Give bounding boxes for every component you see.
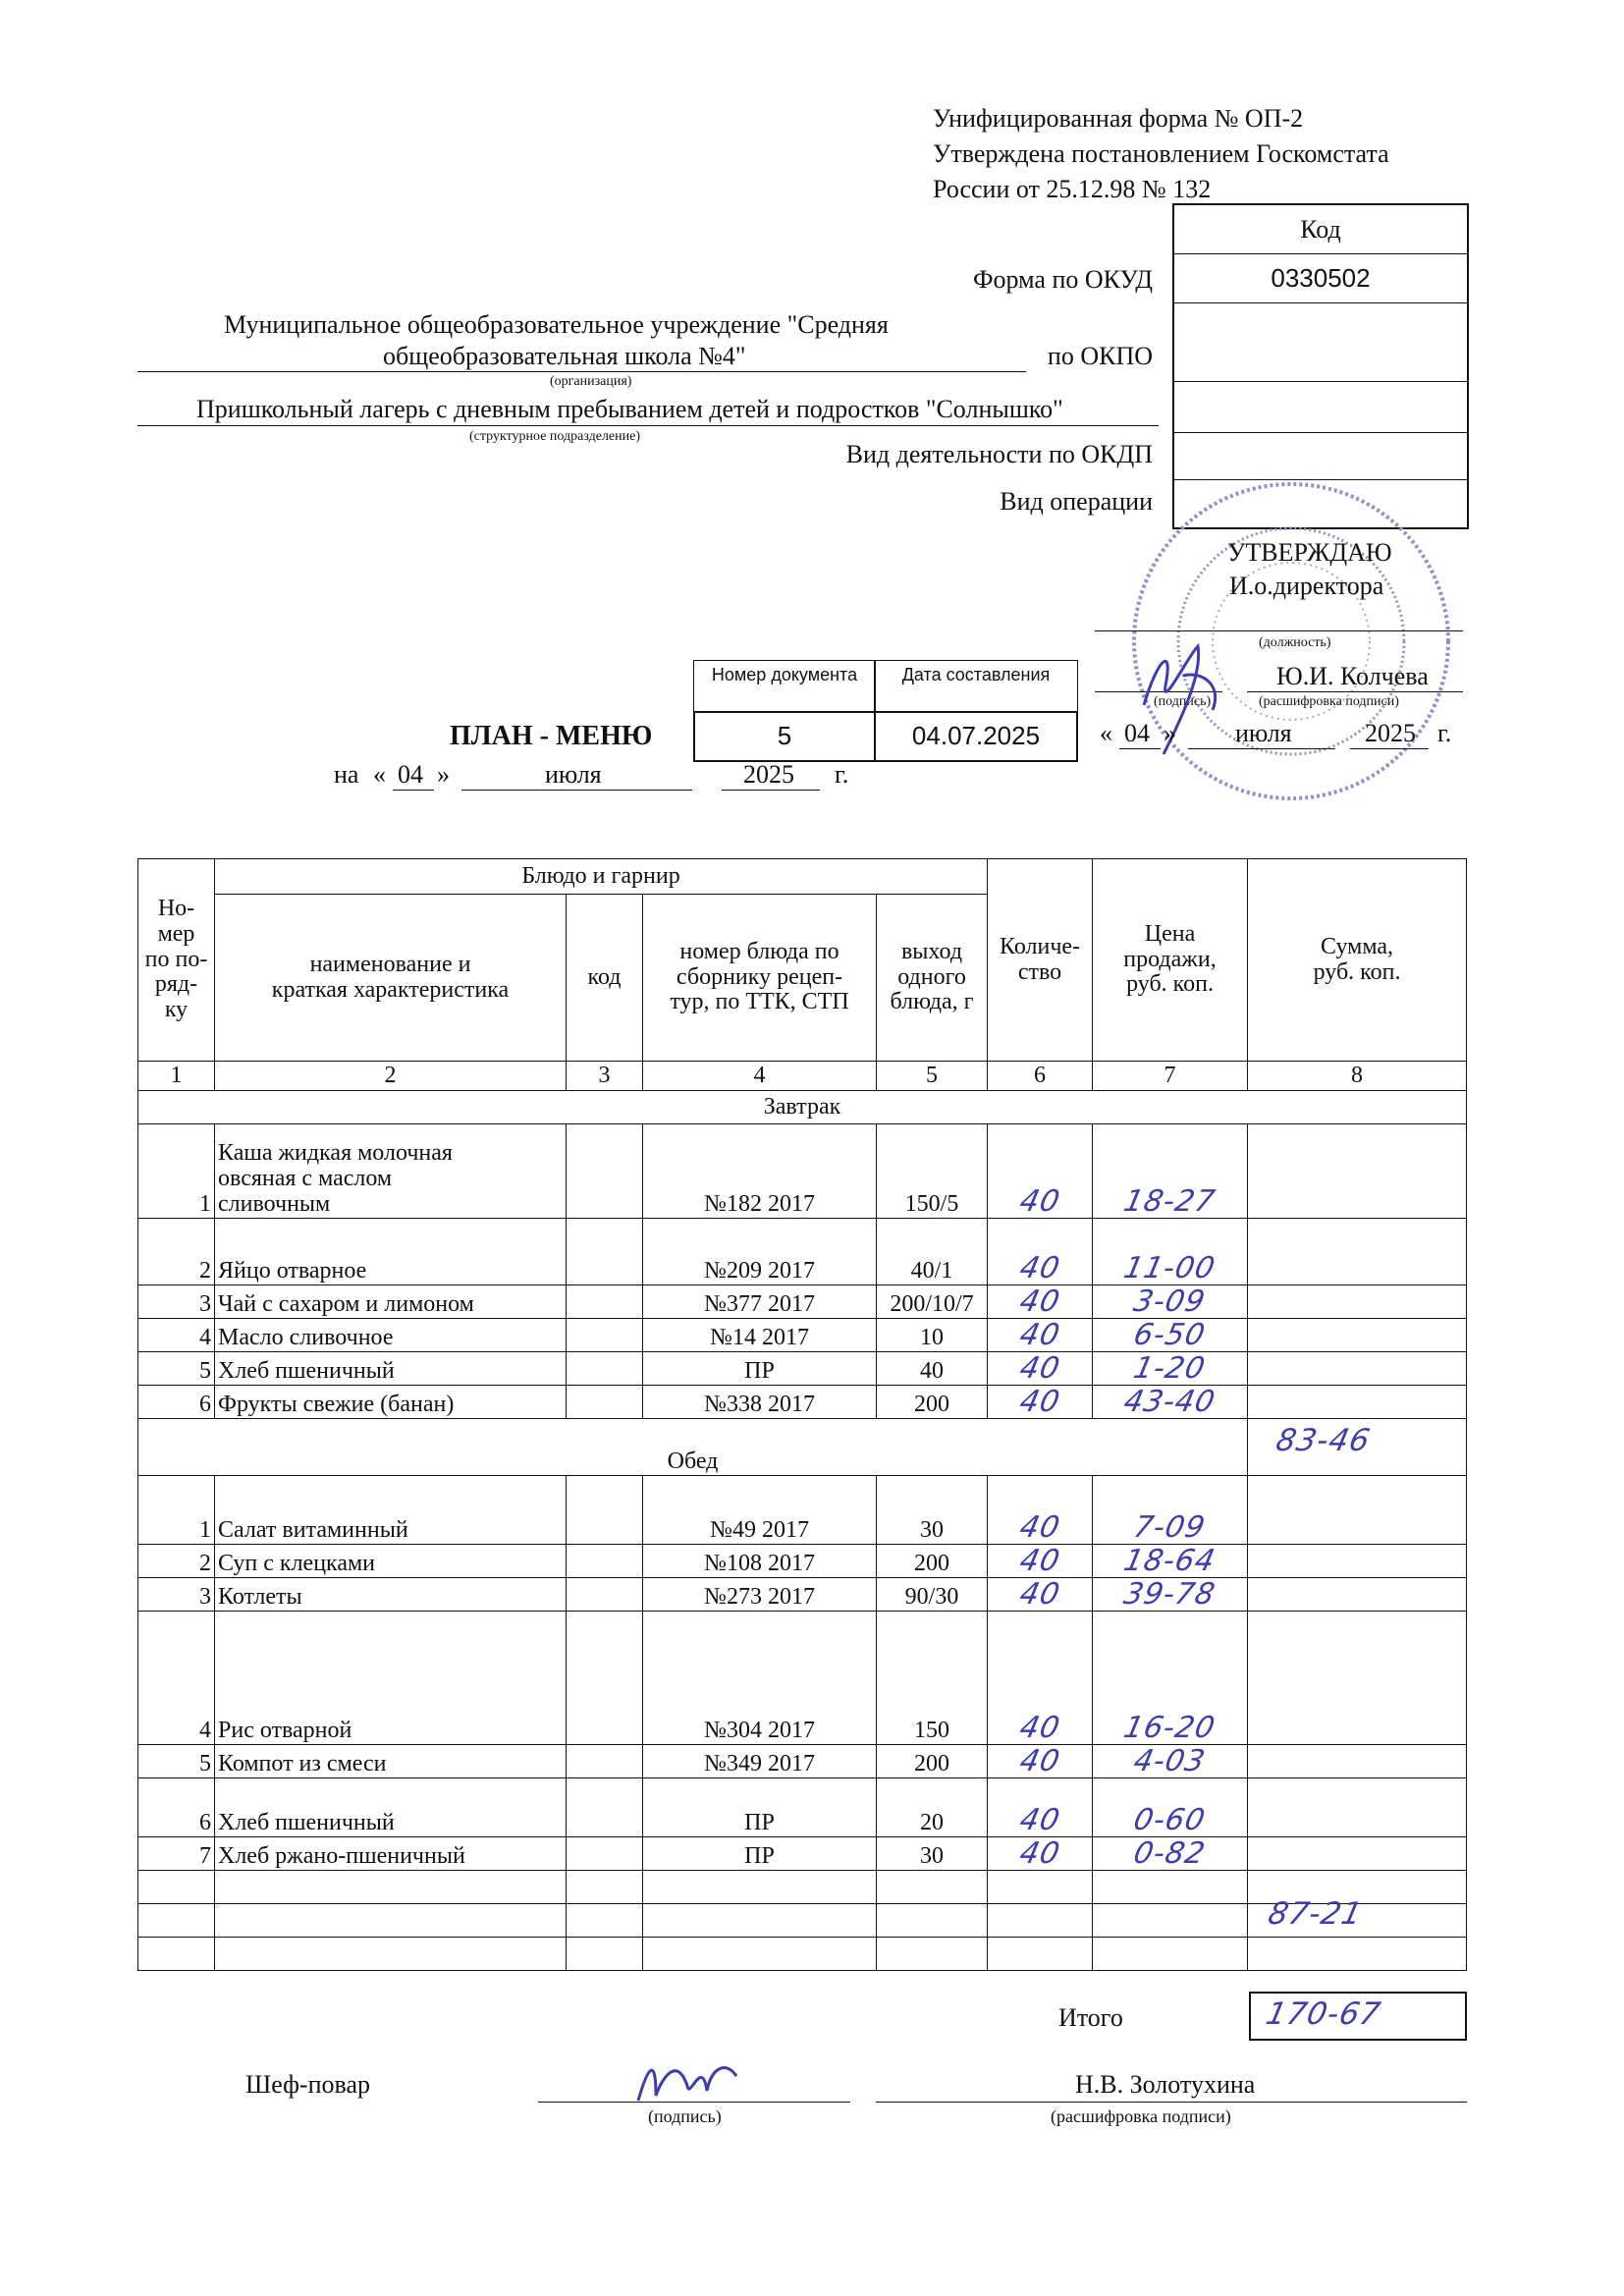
col-number: 6	[988, 1062, 1093, 1091]
doc-on-label: на	[334, 760, 359, 789]
price: 0-82	[1130, 1835, 1210, 1871]
quantity-cell	[988, 1745, 1093, 1778]
dish-name: Масло сливочное	[218, 1325, 394, 1351]
row-number: 6	[199, 1810, 211, 1836]
recipe-number: ПР	[744, 1810, 775, 1836]
codes-head: Код	[1174, 205, 1467, 254]
quantity-cell	[988, 1219, 1093, 1285]
header-num: Но- мер по по- ряд- ку	[138, 859, 215, 1062]
doc-month: июля	[545, 760, 602, 789]
portion-yield-cell	[877, 1545, 988, 1578]
portion-yield-cell	[877, 1578, 988, 1612]
approval-date-open-quote: «	[1100, 719, 1112, 747]
dish-name-cell	[215, 1319, 567, 1352]
dish-code-cell	[567, 1386, 643, 1419]
recipe-number-cell	[643, 1612, 877, 1745]
dish-code-cell	[567, 1319, 643, 1352]
portion-yield: 20	[920, 1810, 944, 1836]
dish-name: Каша жидкая молочная овсяная с маслом сливочным	[218, 1140, 453, 1218]
price: 16-20	[1120, 1710, 1219, 1745]
recipe-number: ПР	[744, 1358, 775, 1385]
recipe-number: №377 2017	[704, 1291, 815, 1318]
price-cell	[1093, 1545, 1248, 1578]
row-number-cell	[138, 1386, 215, 1419]
approval-name: Ю.И. Колчева	[1276, 662, 1429, 690]
sum-cell	[1248, 1778, 1467, 1837]
dish-code-cell	[567, 1285, 643, 1319]
okpo-extra	[1174, 382, 1467, 433]
dish-name: Хлеб пшеничный	[218, 1810, 395, 1836]
quantity: 40	[1016, 1183, 1063, 1219]
header-qty: Количе- ство	[988, 859, 1093, 1062]
price-cell	[1093, 1352, 1248, 1386]
breakfast-total: 83-46	[1272, 1423, 1375, 1458]
okpo-value	[1174, 303, 1467, 382]
chef-label: Шеф-повар	[245, 2070, 370, 2099]
sum-cell	[1248, 1837, 1467, 1871]
table-row	[138, 1612, 1467, 1745]
dish-code-cell	[567, 1778, 643, 1837]
recipe-number-cell	[643, 1476, 877, 1545]
quantity: 40	[1016, 1543, 1063, 1578]
table-row	[138, 1319, 1467, 1352]
dish-code-cell	[567, 1837, 643, 1871]
row-number: 4	[199, 1718, 211, 1744]
dish-code-cell	[567, 1352, 643, 1386]
price: 6-50	[1130, 1317, 1210, 1352]
price-cell	[1093, 1578, 1248, 1612]
price-cell	[1093, 1778, 1248, 1837]
dish-name: Котлеты	[218, 1584, 302, 1611]
header-code: код	[567, 895, 643, 1062]
row-number-cell	[138, 1612, 215, 1745]
recipe-number-cell	[643, 1319, 877, 1352]
sum-cell	[1248, 1124, 1467, 1219]
recipe-number: №273 2017	[704, 1584, 815, 1611]
section-lunch-label: Обед	[667, 1449, 719, 1475]
col-number: 4	[643, 1062, 877, 1091]
menu-table	[137, 858, 1467, 1971]
price: 1-20	[1130, 1350, 1210, 1386]
quantity: 40	[1016, 1384, 1063, 1419]
sum-cell	[1248, 1386, 1467, 1419]
doc-date-label: Дата составления	[901, 665, 1051, 684]
dish-name-cell	[215, 1545, 567, 1578]
dish-name: Рис отварной	[218, 1718, 352, 1744]
recipe-number: №349 2017	[704, 1751, 815, 1777]
row-number: 6	[199, 1392, 211, 1418]
operation-label: Вид операции	[1000, 487, 1153, 516]
doc-number: 5	[777, 721, 792, 750]
sum-cell	[1248, 1745, 1467, 1778]
chef-name: Н.В. Золотухина	[1075, 2070, 1256, 2099]
sum-cell	[1248, 1612, 1467, 1745]
quantity-cell	[988, 1612, 1093, 1745]
approval-title: УТВЕРЖДАЮ	[1227, 538, 1392, 567]
quantity: 40	[1016, 1802, 1063, 1837]
row-number: 7	[199, 1843, 211, 1870]
quantity: 40	[1016, 1284, 1063, 1319]
row-number: 4	[199, 1325, 211, 1351]
row-number: 5	[199, 1358, 211, 1385]
portion-yield-cell	[877, 1319, 988, 1352]
structural-unit: Пришкольный лагерь с дневным пребыванием детей и подростков "Солнышко"	[196, 395, 1063, 423]
header-sum: Сумма, руб. коп.	[1248, 859, 1467, 1062]
okdp-label: Вид деятельности по ОКДП	[845, 440, 1153, 468]
row-number: 1	[199, 1517, 211, 1544]
quantity: 40	[1016, 1835, 1063, 1871]
dish-name-cell	[215, 1219, 567, 1285]
recipe-number: №14 2017	[710, 1325, 809, 1351]
approval-date-close-quote: »	[1164, 719, 1176, 747]
approval-signature-caption: (подпись)	[1154, 694, 1212, 709]
okpo-label: по ОКПО	[1047, 342, 1153, 370]
approval-position: И.о.директора	[1229, 572, 1384, 600]
lunch-total: 87-21	[1265, 1896, 1367, 1932]
dish-name-cell	[215, 1578, 567, 1612]
approval-year-suffix: г.	[1437, 719, 1452, 747]
doc-year-suffix: г.	[835, 760, 849, 789]
row-number-cell	[138, 1745, 215, 1778]
chef-signature	[628, 2047, 746, 2115]
row-number-cell	[138, 1837, 215, 1871]
price-cell	[1093, 1745, 1248, 1778]
quantity: 40	[1016, 1250, 1063, 1285]
dish-code-cell	[567, 1578, 643, 1612]
organization-caption: (организация)	[550, 374, 632, 389]
okud-value: 0330502	[1174, 254, 1467, 303]
quantity-cell	[988, 1352, 1093, 1386]
sum-cell	[1248, 1476, 1467, 1545]
recipe-number: №108 2017	[704, 1551, 815, 1577]
document-title: ПЛАН - МЕНЮ	[450, 721, 653, 751]
quantity-cell	[988, 1124, 1093, 1219]
portion-yield: 90/30	[904, 1584, 959, 1611]
portion-yield: 200	[914, 1392, 949, 1418]
header-yield: выход одного блюда, г	[877, 895, 988, 1062]
dish-name-cell	[215, 1612, 567, 1745]
form-header-line3: России от 25.12.98 № 132	[933, 175, 1212, 203]
quantity: 40	[1016, 1509, 1063, 1545]
dish-name-cell	[215, 1352, 567, 1386]
approval-month: июля	[1235, 719, 1292, 747]
recipe-number-cell	[643, 1545, 877, 1578]
row-number: 3	[199, 1584, 211, 1611]
header-recipe: номер блюда по сборнику рецеп- тур, по ТТК, СТП	[643, 895, 877, 1062]
row-number: 2	[199, 1551, 211, 1577]
price-cell	[1093, 1219, 1248, 1285]
dish-code-cell	[567, 1219, 643, 1285]
portion-yield: 200/10/7	[890, 1291, 974, 1318]
sum-cell	[1248, 1219, 1467, 1285]
dish-name-cell	[215, 1285, 567, 1319]
portion-yield-cell	[877, 1778, 988, 1837]
dish-name: Компот из смеси	[218, 1751, 387, 1777]
col-number: 3	[567, 1062, 643, 1091]
quantity-cell	[988, 1386, 1093, 1419]
section-breakfast: Завтрак	[138, 1091, 1467, 1124]
price: 0-60	[1130, 1802, 1210, 1837]
doc-year: 2025	[743, 760, 794, 789]
col-number: 1	[138, 1062, 215, 1091]
form-header-line2: Утверждена постановлением Госкомстата	[933, 139, 1389, 168]
quantity: 40	[1016, 1710, 1063, 1745]
recipe-number-cell	[643, 1578, 877, 1612]
dish-name: Хлеб ржано-пшеничный	[218, 1843, 465, 1870]
portion-yield: 10	[920, 1325, 944, 1351]
price: 11-00	[1120, 1250, 1219, 1285]
price: 18-64	[1120, 1543, 1219, 1578]
quantity: 40	[1016, 1350, 1063, 1386]
quantity-cell	[988, 1545, 1093, 1578]
portion-yield-cell	[877, 1219, 988, 1285]
approval-day: 04	[1124, 719, 1150, 747]
portion-yield-cell	[877, 1124, 988, 1219]
quantity-cell	[988, 1837, 1093, 1871]
price: 43-40	[1120, 1384, 1219, 1419]
recipe-number: №182 2017	[704, 1191, 815, 1218]
portion-yield-cell	[877, 1612, 988, 1745]
quantity-cell	[988, 1476, 1093, 1545]
doc-date: 04.07.2025	[911, 721, 1041, 750]
recipe-number-cell	[643, 1352, 877, 1386]
portion-yield: 200	[914, 1751, 949, 1777]
table-row	[138, 1352, 1467, 1386]
portion-yield: 200	[914, 1551, 949, 1577]
doc-date-close-quote: »	[437, 760, 450, 789]
recipe-number: №49 2017	[710, 1517, 809, 1544]
table-row	[138, 1545, 1467, 1578]
price: 18-27	[1120, 1183, 1219, 1219]
form-header-line1: Унифицированная форма № ОП-2	[933, 104, 1304, 133]
quantity-cell	[988, 1578, 1093, 1612]
dish-code-cell	[567, 1476, 643, 1545]
recipe-number: №304 2017	[704, 1718, 815, 1744]
recipe-number-cell	[643, 1285, 877, 1319]
price-cell	[1093, 1319, 1248, 1352]
portion-yield: 40	[920, 1358, 944, 1385]
sum-cell	[1248, 1319, 1467, 1352]
price: 7-09	[1130, 1509, 1210, 1545]
dish-name-cell	[215, 1745, 567, 1778]
row-number-cell	[138, 1476, 215, 1545]
dish-name: Яйцо отварное	[218, 1258, 367, 1285]
chef-name-caption: (расшифровка подписи)	[1051, 2106, 1231, 2126]
sum-cell	[1248, 1352, 1467, 1386]
dish-code-cell	[567, 1612, 643, 1745]
row-number-cell	[138, 1319, 215, 1352]
table-row	[138, 1124, 1467, 1219]
col-number: 5	[877, 1062, 988, 1091]
table-row	[138, 1837, 1467, 1871]
dish-name: Фрукты свежие (банан)	[218, 1392, 455, 1418]
row-number: 3	[199, 1291, 211, 1318]
okud-label: Форма по ОКУД	[973, 265, 1153, 294]
row-number: 2	[199, 1258, 211, 1285]
structural-unit-caption: (структурное подразделение)	[469, 429, 641, 444]
table-row	[138, 1476, 1467, 1545]
recipe-number-cell	[643, 1386, 877, 1419]
chef-signature-caption: (подпись)	[648, 2106, 722, 2126]
table-row	[138, 1219, 1467, 1285]
dish-name-cell	[215, 1837, 567, 1871]
row-number-cell	[138, 1219, 215, 1285]
dish-name: Суп с клецками	[218, 1551, 376, 1577]
col-number: 7	[1093, 1062, 1248, 1091]
quantity-cell	[988, 1319, 1093, 1352]
total-label: Итого	[1058, 2003, 1123, 2032]
portion-yield-cell	[877, 1745, 988, 1778]
table-row	[138, 1578, 1467, 1612]
portion-yield: 30	[920, 1843, 944, 1870]
recipe-number-cell	[643, 1745, 877, 1778]
dish-code-cell	[567, 1124, 643, 1219]
quantity: 40	[1016, 1743, 1063, 1778]
recipe-number-cell	[643, 1124, 877, 1219]
recipe-number: №338 2017	[704, 1392, 815, 1418]
price-cell	[1093, 1612, 1248, 1745]
row-number-cell	[138, 1285, 215, 1319]
doc-date-open-quote: «	[373, 760, 386, 789]
quantity: 40	[1016, 1576, 1063, 1612]
row-number-cell	[138, 1124, 215, 1219]
dish-name: Салат витаминный	[218, 1517, 408, 1544]
row-number-cell	[138, 1778, 215, 1837]
col-number: 2	[215, 1062, 567, 1091]
quantity-cell	[988, 1778, 1093, 1837]
table-row	[138, 1386, 1467, 1419]
doc-number-label: Номер документа	[711, 665, 858, 684]
price: 3-09	[1130, 1284, 1210, 1319]
organization-line2: общеобразовательная школа №4"	[383, 342, 746, 370]
dish-code-cell	[567, 1745, 643, 1778]
portion-yield-cell	[877, 1837, 988, 1871]
portion-yield: 150/5	[904, 1191, 959, 1218]
portion-yield: 30	[920, 1517, 944, 1544]
portion-yield-cell	[877, 1285, 988, 1319]
dish-name: Чай с сахаром и лимоном	[218, 1291, 474, 1318]
organization-line1: Муниципальное общеобразовательное учреждение "Средняя	[224, 310, 889, 339]
price-cell	[1093, 1837, 1248, 1871]
header-price: Цена продажи, руб. коп.	[1093, 859, 1248, 1062]
col-number: 8	[1248, 1062, 1467, 1091]
approval-year: 2025	[1365, 719, 1416, 747]
dish-name-cell	[215, 1386, 567, 1419]
portion-yield: 150	[914, 1718, 949, 1744]
dish-name-cell	[215, 1778, 567, 1837]
portion-yield: 40/1	[910, 1258, 953, 1285]
recipe-number-cell	[643, 1837, 877, 1871]
price: 39-78	[1120, 1576, 1219, 1612]
portion-yield-cell	[877, 1352, 988, 1386]
total-value: 170-67	[1263, 1996, 1384, 2032]
section-lunch	[138, 1419, 1248, 1476]
price-cell	[1093, 1285, 1248, 1319]
approval-position-caption: (должность)	[1259, 635, 1331, 650]
table-row	[138, 1745, 1467, 1778]
header-name: наименование и краткая характеристика	[215, 895, 567, 1062]
row-number-cell	[138, 1578, 215, 1612]
price: 4-03	[1130, 1743, 1210, 1778]
recipe-number-cell	[643, 1778, 877, 1837]
doc-day: 04	[398, 760, 423, 789]
approval-name-caption: (расшифровка подписи)	[1259, 694, 1399, 709]
row-number-cell	[138, 1352, 215, 1386]
dish-name-cell	[215, 1476, 567, 1545]
dish-code-cell	[567, 1545, 643, 1578]
price-cell	[1093, 1124, 1248, 1219]
table-row	[138, 1778, 1467, 1837]
price-cell	[1093, 1476, 1248, 1545]
recipe-number-cell	[643, 1219, 877, 1285]
dish-name: Хлеб пшеничный	[218, 1358, 395, 1385]
sum-cell	[1248, 1545, 1467, 1578]
portion-yield-cell	[877, 1476, 988, 1545]
table-row	[138, 1285, 1467, 1319]
quantity-cell	[988, 1285, 1093, 1319]
sum-cell	[1248, 1578, 1467, 1612]
quantity: 40	[1016, 1317, 1063, 1352]
recipe-number: №209 2017	[704, 1258, 815, 1285]
recipe-number: ПР	[744, 1843, 775, 1870]
price-cell	[1093, 1386, 1248, 1419]
row-number: 1	[199, 1191, 211, 1218]
sum-cell	[1248, 1285, 1467, 1319]
row-number: 5	[199, 1751, 211, 1777]
row-number-cell	[138, 1545, 215, 1578]
portion-yield-cell	[877, 1386, 988, 1419]
header-dish-group: Блюдо и гарнир	[215, 859, 988, 895]
dish-name-cell	[215, 1124, 567, 1219]
